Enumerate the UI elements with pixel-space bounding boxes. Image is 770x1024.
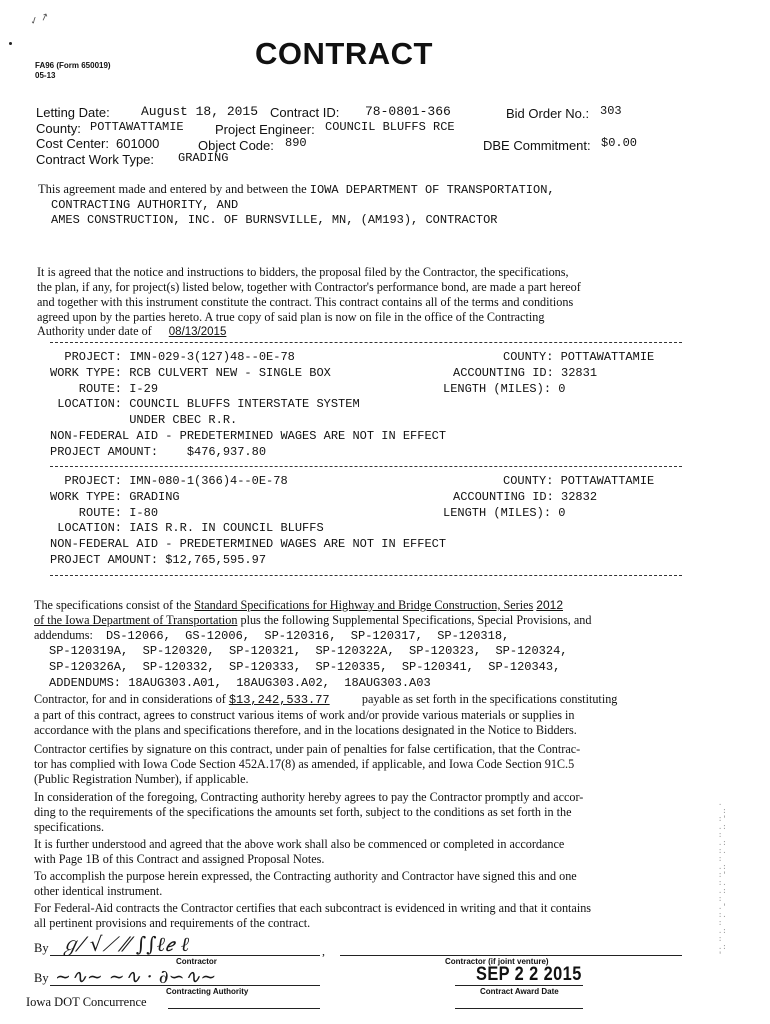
specs-line-1 [34,598,606,613]
cost-center-label: Cost Center: [36,136,109,151]
addenda-line-1 [34,628,509,643]
consideration-suffix: payable as set forth in the specifications constituting [361,692,618,706]
addenda-list-4: ADDENDUMS: 18AUG303.A01, 18AUG303.A02, 18AUG303.A03 [49,676,431,690]
project-1-work-type: WORK TYPE: RCB CULVERT NEW - SINGLE BOX [50,366,331,380]
page-title: CONTRACT [255,36,433,71]
divider [50,466,682,467]
project-2-number: PROJECT: IMN-080-1(366)4--0E-78 [50,474,288,488]
project-2-location: LOCATION: IAIS R.R. IN COUNCIL BLUFFS [50,521,324,535]
work-type-value: GRADING [178,151,229,165]
project-1-location: LOCATION: COUNCIL BLUFFS INTERSTATE SYSTEM [50,397,360,411]
project-1-amount: PROJECT AMOUNT: $476,937.80 [50,445,267,459]
corner-scan-mark: ✓ ↗ [28,11,51,28]
project-engineer-label: Project Engineer: [215,122,315,137]
specs-line-2 [34,613,592,628]
plan-date-prefix: Authority under date of [37,324,152,338]
bid-order-label: Bid Order No.: [506,106,590,121]
work-type-label: Contract Work Type: [36,152,155,167]
addenda-label: addendums: [34,628,93,642]
object-code-value: 890 [285,136,307,150]
contractor-signature: ℊ⁄ √⟋ ⁄⁄ ∫∫ℓℯ ℓ [60,932,190,956]
award-date-stamp: SEP 2 2 2015 [476,964,582,985]
project-2-accounting: ACCOUNTING ID: 32832 [453,490,598,504]
payment-line-2: ding to the requirements of the specifications the amounts set forth, subject to the conditions as set forth in the [34,805,572,819]
specs-dept: of the Iowa Department of Transportation [34,613,238,627]
authority-signature: ∼∿∼ ∼∿ · ∂∽∿∼ [55,966,217,988]
project-engineer-value: COUNCIL BLUFFS RCE [325,120,455,134]
agreed-line-3: and together with this instrument constitute the contract. This contract contains all of the terms and conditions [37,295,574,309]
project-2-route: ROUTE: I-80 [50,506,159,520]
concurrence-date-line [455,1008,583,1009]
certifies-line-3: (Public Registration Number), if applicable. [34,772,249,786]
project-2-work-type: WORK TYPE: GRADING [50,490,180,504]
form-id: FA96 (Form 650019) [35,61,111,70]
agreed-line-5 [37,324,279,339]
agreed-line-1: It is agreed that the notice and instructions to bidders, the proposal filed by the Contractor, the specifications, [37,265,569,279]
concurrence-line [168,1008,320,1009]
commence-line-1: It is further understood and agreed that the above work shall also be commenced or completed in accordance [34,837,565,851]
project-1-accounting: ACCOUNTING ID: 32831 [453,366,598,380]
divider [50,575,682,576]
bid-order-value: 303 [600,104,622,118]
letting-date-value: August 18, 2015 [141,104,259,119]
agreement-line-2: CONTRACTING AUTHORITY, AND [51,198,239,212]
by-label-1: By [34,941,49,955]
accomplish-line-1: To accomplish the purpose herein expressed, the Contracting authority and Contractor have signed this and one [34,869,577,883]
agreement-party-1: IOWA DEPARTMENT OF TRANSPORTATION, [309,183,555,197]
consideration-line-3: accordance with the plans and specifications therefore, and in the locations designated in the Notice to Bidders. [34,723,577,737]
contractor-caption: Contractor [176,957,217,966]
project-2-amount: PROJECT AMOUNT: $12,765,595.97 [50,553,267,567]
specs-series: 2012 [536,598,563,612]
agreement-line-1 [38,182,555,197]
contract-id-value: 78-0801-366 [365,104,451,119]
project-1-county: COUNTY: POTTAWATTAMIE [503,350,655,364]
cost-center-value: 601000 [116,136,160,151]
concurrence-label: Iowa DOT Concurrence [26,995,147,1009]
specs-prefix: The specifications consist of the [34,598,192,612]
standard-specs: Standard Specifications for Highway and Bridge Construction, Series [194,598,534,612]
joint-venture-caption: Contractor (if joint venture) [445,957,549,966]
contract-amount: $13,242,533.77 [228,693,330,707]
by-label-2: By [34,971,49,985]
addenda-list-1: DS-12066, GS-12006, SP-120316, SP-120317, SP-120318, [105,629,510,643]
consideration-line-1 [34,692,617,707]
signature-comma: , [322,944,325,958]
agreed-line-4: agreed upon by the parties hereto. A true copy of said plan is now on file in the office of the Contracting [37,310,545,324]
addenda-list-2: SP-120319A, SP-120320, SP-120321, SP-120322A, SP-120323, SP-120324, [49,644,568,658]
payment-line-3: specifications. [34,820,105,834]
letting-date-label: Letting Date: [36,105,110,120]
scan-artifact: . : :' .: : .: :. : .: :' :. .: : .' :. : .: : .: ' [718,800,727,960]
consideration-prefix: Contractor, for and in considerations of [34,692,226,706]
plan-date: 08/13/2015 [168,326,227,338]
contracting-authority-caption: Contracting Authority [166,987,249,996]
corner-dot [9,42,12,45]
federal-line-1: For Federal-Aid contracts the Contractor certifies that each subcontract is evidenced in writing and that it contains [34,901,592,915]
form-date: 05-13 [35,71,56,80]
project-2-aid: NON-FEDERAL AID - PREDETERMINED WAGES ARE NOT IN EFFECT [50,537,447,551]
payment-line-1: In consideration of the foregoing, Contracting authority hereby agrees to pay the Contractor promptly and accor- [34,790,584,804]
contract-id-label: Contract ID: [270,105,340,120]
specs-line-2-rest: plus the following Supplemental Specifications, Special Provisions, and [240,613,592,627]
dbe-commitment-label: DBE Commitment: [483,138,591,153]
certifies-line-2: tor has complied with Iowa Code Section 452A.17(8) as amended, if applicable, and Iowa Code Section 91C.5 [34,757,575,771]
agreement-line-3: AMES CONSTRUCTION, INC. OF BURNSVILLE, MN, (AM193), CONTRACTOR [51,213,498,227]
county-label: County: [36,121,81,136]
joint-venture-line [340,955,682,956]
divider [50,342,682,343]
project-2-county: COUNTY: POTTAWATTAMIE [503,474,655,488]
project-1-location-2: UNDER CBEC R.R. [50,413,238,427]
award-date-line [455,985,583,986]
agreed-line-2: the plan, if any, for project(s) listed below, together with Contractor's performance bond, are made a part hereof [37,280,581,294]
addenda-list-3: SP-120326A, SP-120332, SP-120333, SP-120335, SP-120341, SP-120343, [49,660,561,674]
federal-line-2: all pertinent provisions and requirements of the contract. [34,916,311,930]
project-1-length: LENGTH (MILES): 0 [443,382,566,396]
project-1-route: ROUTE: I-29 [50,382,159,396]
agreement-intro: This agreement made and entered by and between the [38,182,307,196]
commence-line-2: with Page 1B of this Contract and assigned Proposal Notes. [34,852,325,866]
accomplish-line-2: other identical instrument. [34,884,163,898]
consideration-line-2: a part of this contract, agrees to construct various items of work and/or provide various materials or supplies in [34,708,575,722]
certifies-line-1: Contractor certifies by signature on this contract, under pain of penalties for false certification, that the Contrac- [34,742,581,756]
dbe-commitment-value: $0.00 [601,136,638,150]
project-2-length: LENGTH (MILES): 0 [443,506,566,520]
county-value: POTTAWATTAMIE [90,120,184,134]
object-code-label: Object Code: [198,138,274,153]
project-1-aid: NON-FEDERAL AID - PREDETERMINED WAGES ARE NOT IN EFFECT [50,429,447,443]
project-1-number: PROJECT: IMN-029-3(127)48--0E-78 [50,350,295,364]
award-date-caption: Contract Award Date [480,987,559,996]
